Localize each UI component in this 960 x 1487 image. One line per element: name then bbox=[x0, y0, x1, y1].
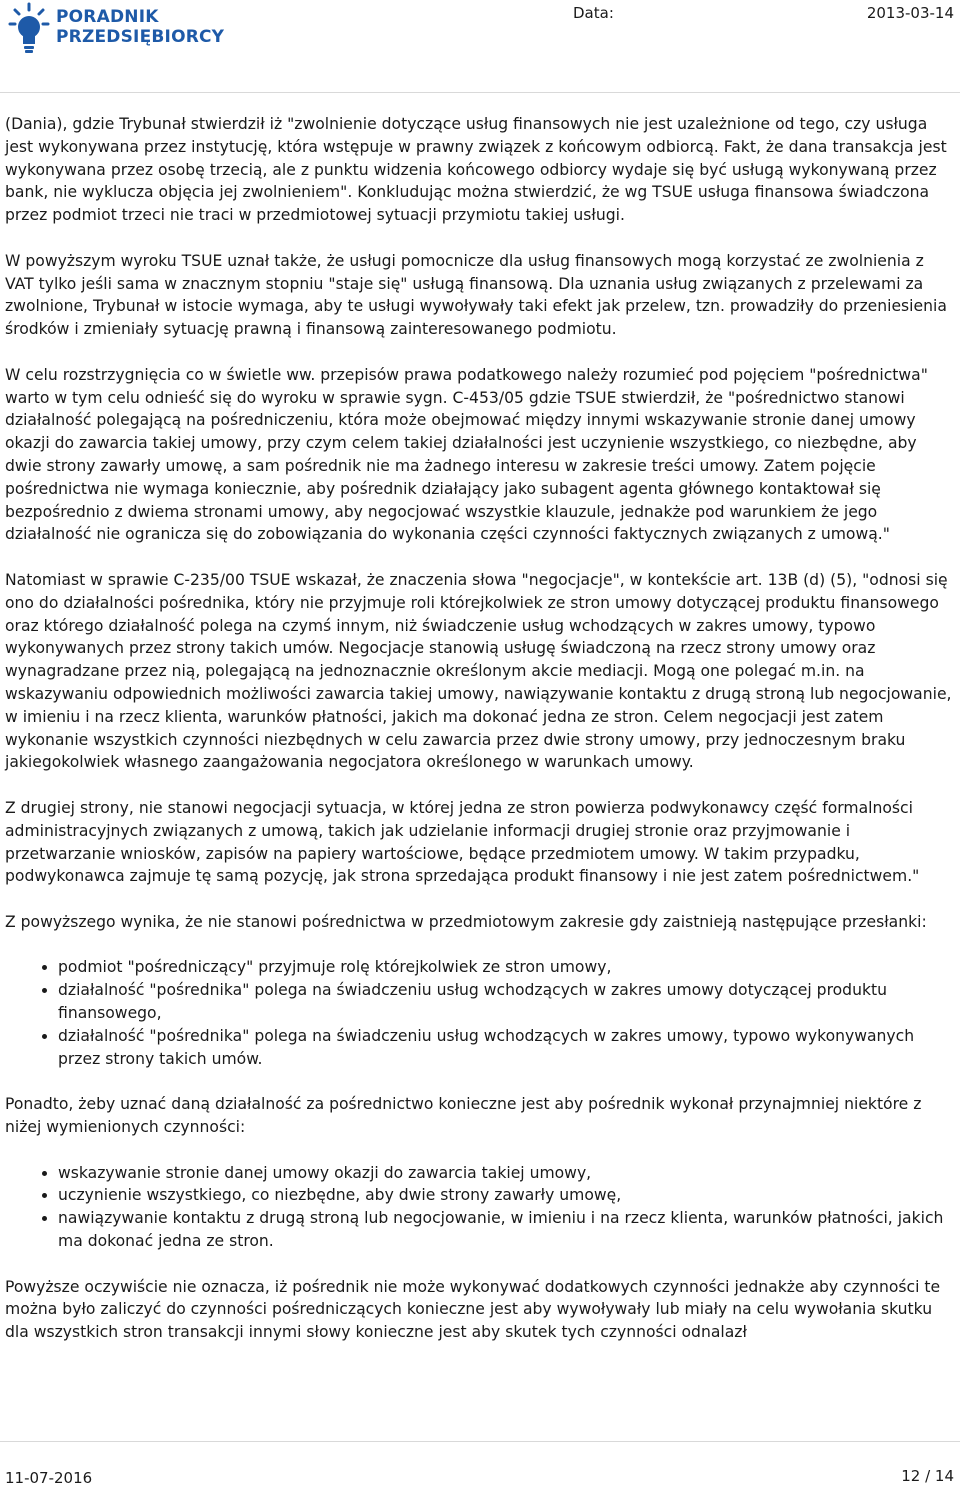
activities-list bbox=[5, 1162, 953, 1253]
list-item: • działalność "pośrednika" polega na świadczeniu usług wchodzących w zakres umowy dotyczącej produktu finansowego, bbox=[58, 979, 953, 1025]
paragraph-5: Z drugiej strony, nie stanowi negocjacji sytuacja, w której jedna ze stron powierza podwykonawcy część formalności administracyjnych związanych z umową, takich jak udzielanie informacji drugiej stronie oraz przyjmowanie i przetwarzanie wniosków, zapisów na papiery wartościowe, będące przedmiotem umowy. W takim przypadku, podwykonawca zajmuje tę samą pozycję, jak strona sprzedająca produkt finansowy i nie jest zatem pośrednictwem." bbox=[5, 798, 920, 886]
page-number: 12 / 14 bbox=[901, 1467, 954, 1485]
paragraph-8: Powyższe oczywiście nie oznacza, iż pośrednik nie może wykonywać dodatkowych czynności jednakże aby czynności te można było zaliczyć do czynności pośredniczących konieczne jest aby wywoływały lub miały na celu wywołania skutku dla wszystkich stron transakcji innymi słowy konieczne jest aby skutek tych czynności odnalazł bbox=[5, 1277, 941, 1342]
date-value: 2013-03-14 bbox=[866, 4, 954, 22]
brand-line-1: PORADNIK bbox=[56, 7, 159, 27]
list-item: • wskazywanie stronie danej umowy okazji do zawarcia takiej umowy, bbox=[58, 1162, 953, 1185]
brand-name bbox=[56, 7, 224, 47]
list-item: • nawiązywanie kontaktu z drugą stroną lub negocjowanie, w imieniu i na rzecz klienta, warunków płatności, jakich ma dokonać jedna ze stron. bbox=[58, 1207, 953, 1253]
paragraph-1: (Dania), gdzie Trybunał stwierdził iż "zwolnienie dotyczące usług finansowych nie jest uzależnione od tego, czy usługa jest wykonywana przez instytucję, która wstępuje w prawny związek z końcowym odbiorcą. Fakt, że dana transakcja jest wykonywana przez osobę trzecią, ale z punktu widzenia końcowego odbiorcy wydaje się być usługą wykonywaną przez bank, nie wyklucza objęcia jej zwolnieniem". Konkludując można stwierdzić, że wg TSUE usługa finansowa świadczona przez podmiot trzeci nie traci w przedmiotowej sytuacji przymiotu takiej usługi. bbox=[5, 115, 947, 225]
footer-date: 11-07-2016 bbox=[5, 1469, 93, 1487]
page-header bbox=[0, 0, 960, 60]
paragraph-6: Z powyższego wynika, że nie stanowi pośrednictwa w przedmiotowym zakresie gdy zaistnieją następujące przesłanki: bbox=[5, 912, 927, 931]
header-divider bbox=[0, 92, 960, 93]
date-label: Data: bbox=[573, 4, 614, 22]
paragraph-7: Ponadto, żeby uznać daną działalność za pośrednictwo konieczne jest aby pośrednik wykonał przynajmniej niektóre z niżej wymienionych czynności: bbox=[5, 1095, 922, 1137]
list-item: • podmiot "pośredniczący" przyjmuje rolę którejkolwiek ze stron umowy, bbox=[58, 956, 953, 979]
footer-divider bbox=[0, 1441, 960, 1442]
conditions-list bbox=[5, 956, 953, 1070]
paragraph-3: W celu rozstrzygnięcia co w świetle ww. przepisów prawa podatkowego należy rozumieć pod pojęciem "pośrednictwa" warto w tym celu odnieść się do wyroku w sprawie sygn. C-453/05 gdzie TSUE stwierdził, że "pośrednictwo stanowi działalność polegającą na pośredniczeniu, która może obejmować między innymi wskazywanie stronie danej umowy okazji do zawarcia takiej umowy, przy czym celem takiej działalności jest uczynienie wszystkiego, co niezbędne, aby dwie strony zawarły umowę, a sam pośrednik nie ma żadnego interesu w zakresie treści umowy. Zatem pojęcie pośrednictwa nie wymaga koniecznie, aby pośrednik działający jako subagent agenta głównego kontaktował się bezpośrednio z dwiema stronami umowy, aby negocjować wszystkie klauzule, jednakże pod warunkiem że jego działalność nie ogranicza się do zobowiązania do wykonania części czynności faktycznych związanych z umową." bbox=[5, 365, 928, 544]
brand-line-2: PRZEDSIĘBIORCY bbox=[56, 27, 225, 47]
brand-logo bbox=[8, 2, 238, 54]
list-item: • uczynienie wszystkiego, co niezbędne, aby dwie strony zawarły umowę, bbox=[58, 1184, 953, 1207]
article-body bbox=[5, 113, 953, 1367]
paragraph-2: W powyższym wyroku TSUE uznał także, że usługi pomocnicze dla usług finansowych mogą korzystać ze zwolnienia z VAT tylko jeśli sama w znacznym stopniu "staje się" usługą finansową. Dla uznania usług związanych z przelewami za zwolnione, Trybunał w istocie wymaga, aby te usługi wywoływały taki efekt jak przelew, tzn. prowadziły do przeniesienia środków i zmieniały sytuację prawną i finansową zainteresowanego podmiotu. bbox=[5, 251, 947, 339]
list-item: • działalność "pośrednika" polega na świadczeniu usług wchodzących w zakres umowy, typowo wykonywanych przez strony takich umów. bbox=[58, 1025, 953, 1071]
paragraph-4: Natomiast w sprawie C-235/00 TSUE wskazał, że znaczenia słowa "negocjacje", w kontekście art. 13B (d) (5), "odnosi się ono do działalności pośrednika, który nie przyjmuje roli którejkolwiek ze stron umowy dotyczącej produktu finansowego oraz którego działalność polega na czymś innym, niż świadczenie usług wchodzących w zakres umowy, typowo wykonywanych przez strony takich umów. Negocjacje stanowią usługę świadczoną na rzecz strony umowy oraz wynagradzane przez nią, polegającą na jednoznacznie określonym akcie mediacji. Mogą one polegać m.in. na wskazywaniu odpowiednich możliwości zawarcia takiej umowy, nawiązywanie kontaktu z drugą stroną lub negocjowanie, w imieniu i na rzecz klienta, warunków płatności, jakich ma dokonać jedna ze stron. Celem negocjacji jest zatem wykonanie wszystkich czynności niezbędnych w celu zawarcia przez dwie strony umowy, przy jednoczesnym braku jakiegokolwiek własnego zaangażowania negocjatora określonego w warunkach umowy. bbox=[5, 570, 952, 772]
lightbulb-icon bbox=[8, 2, 50, 54]
